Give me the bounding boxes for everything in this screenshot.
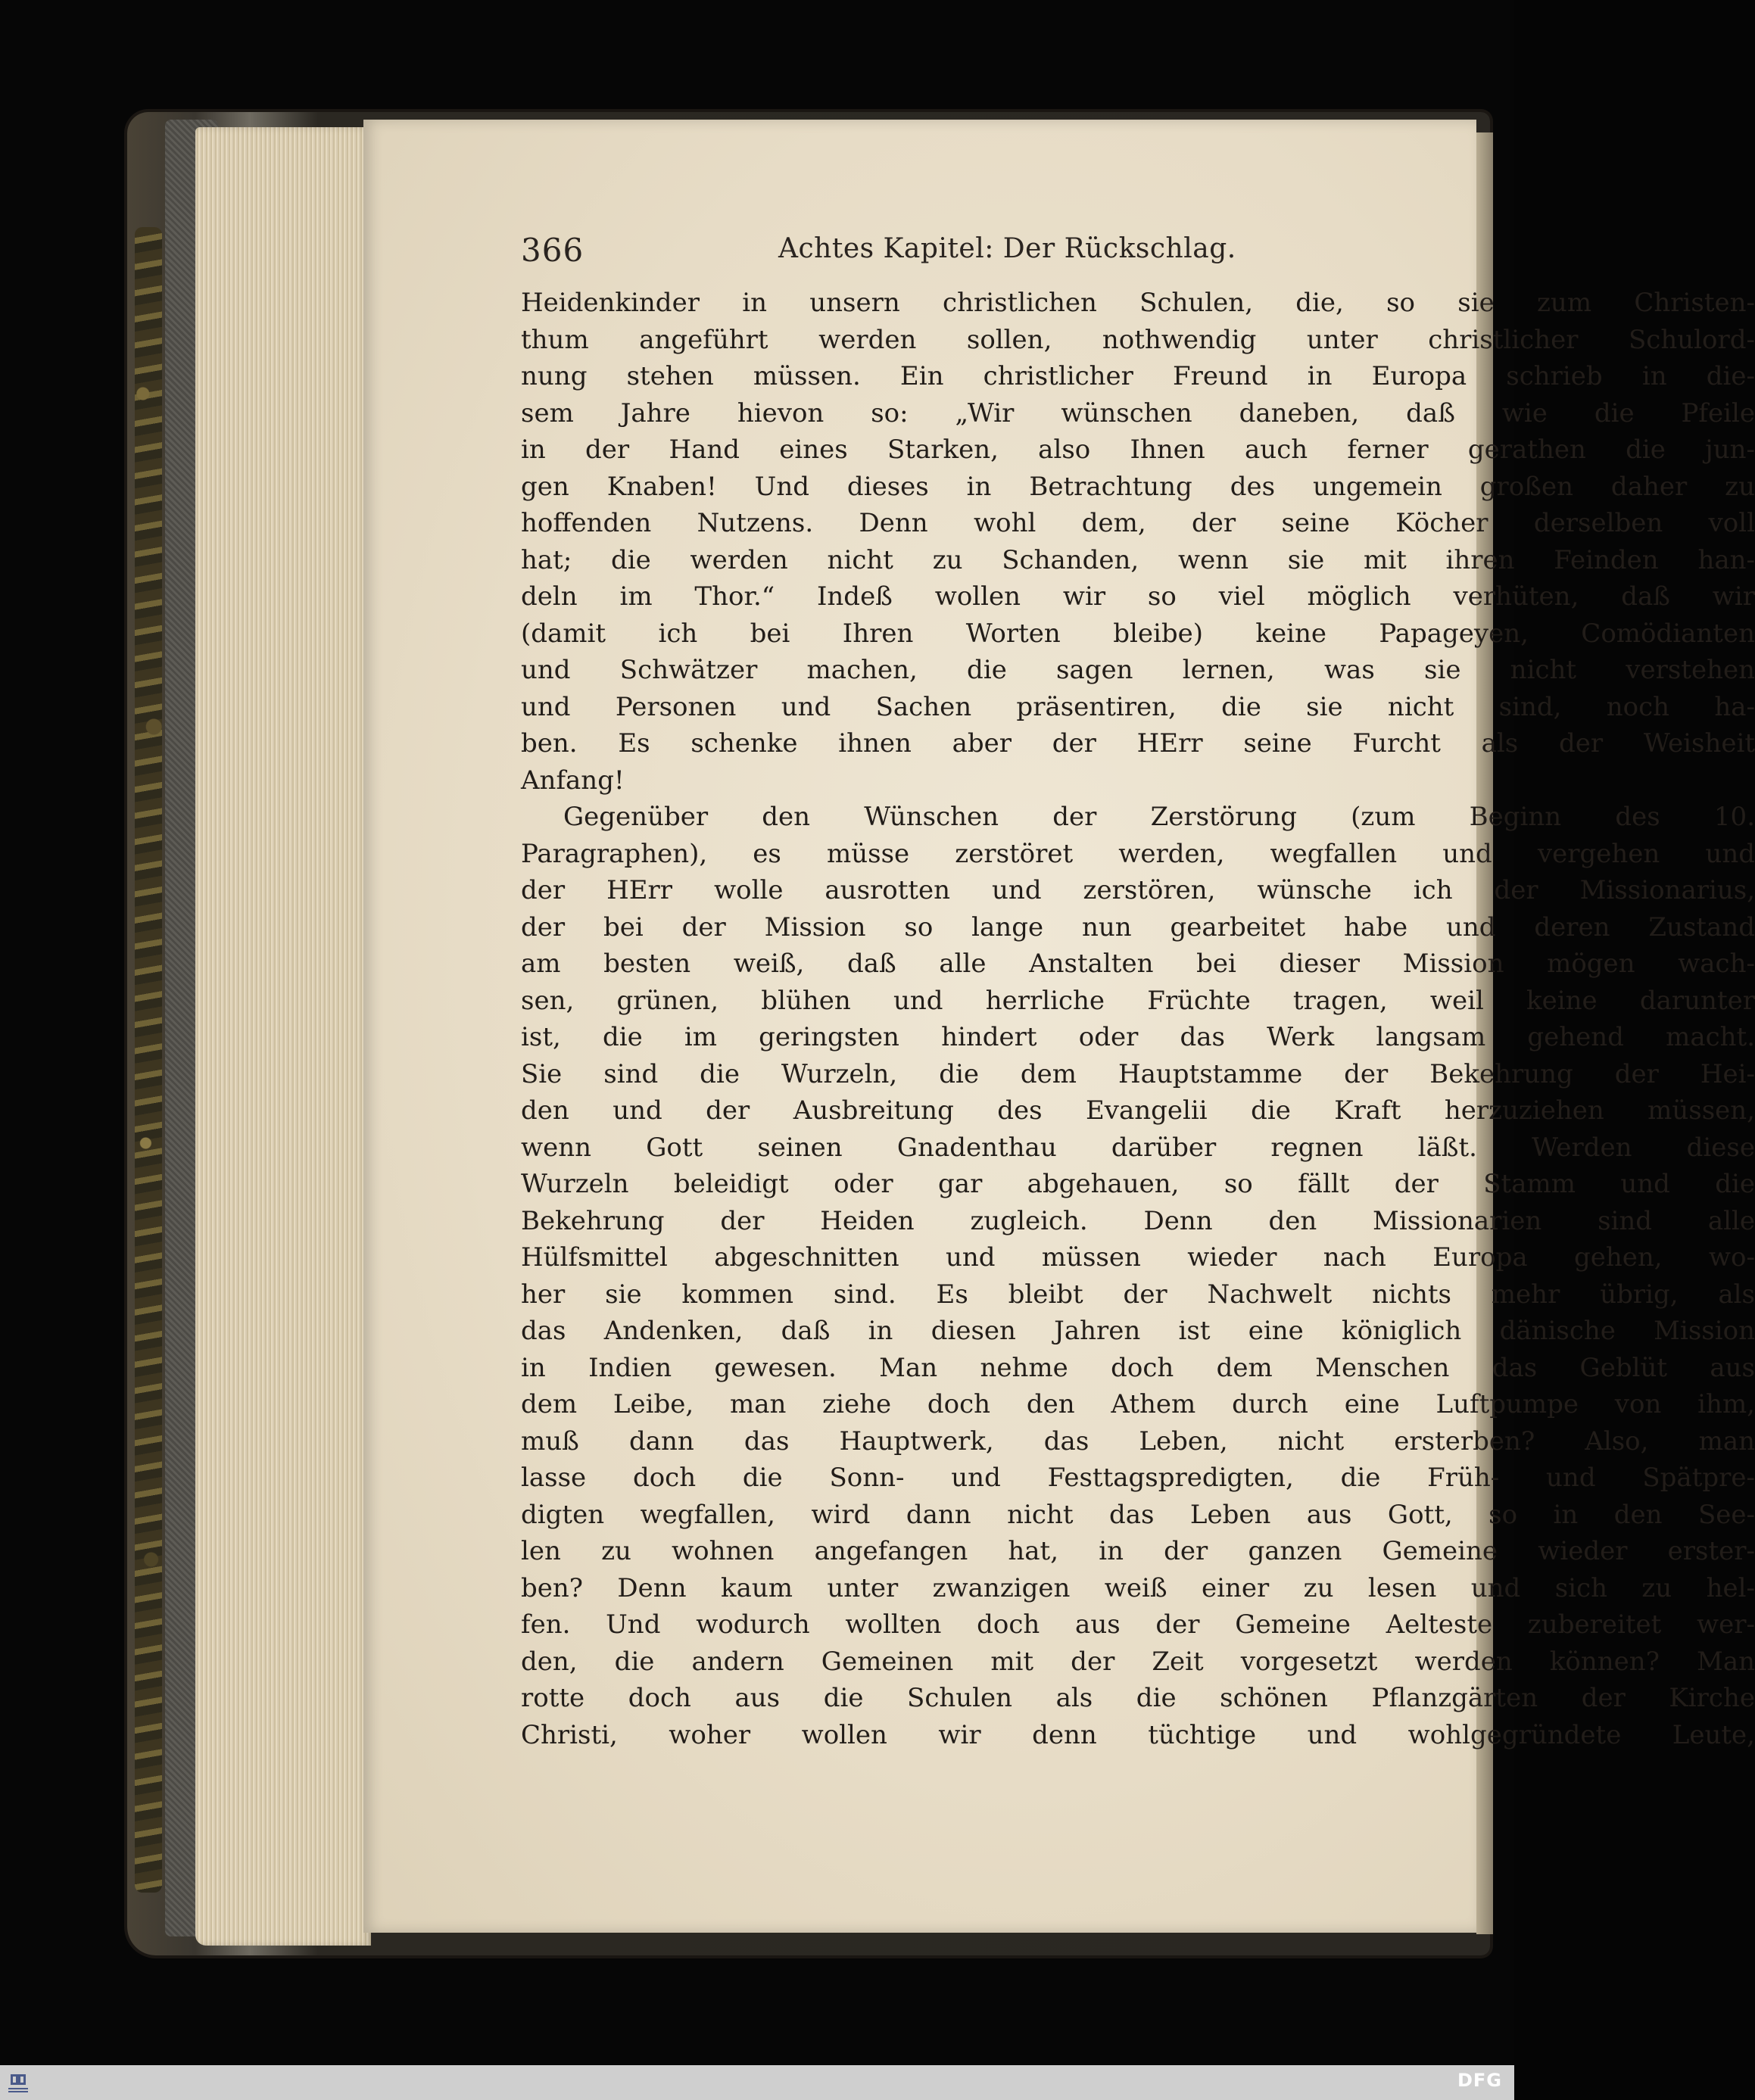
text-line: lasse doch die Sonn- und Festtagspredigten, die Früh- und Spätpre-	[521, 1463, 1755, 1493]
text-line: in der Hand eines Starken, also Ihnen auch ferner gerathen die jun-	[521, 435, 1755, 465]
library-logo-icon	[5, 2070, 32, 2097]
text-line: muß dann das Hauptwerk, das Leben, nicht ersterben? Also, man	[521, 1425, 1755, 1457]
text-line: wenn Gott seinen Gnadenthau darüber regnen läßt. Werden diese	[521, 1132, 1755, 1163]
viewer-footer-bar	[0, 2065, 1514, 2100]
text-line-paragraph-start: Gegenüber den Wünschen der Zerstörung (zum Beginn des 10.	[563, 802, 1755, 832]
text-line: (damit ich bei Ihren Worten bleibe) keine Papageyen, Comödianten	[521, 618, 1755, 649]
running-head	[521, 232, 1490, 277]
text-line: Paragraphen), es müsse zerstöret werden, wegfallen und vergehen und	[521, 838, 1755, 869]
page-block-edges	[195, 127, 371, 1946]
text-line: fen. Und wodurch wollten doch aus der Gemeine Aelteste zubereitet wer-	[521, 1609, 1755, 1640]
text-line: ist, die im geringsten hindert oder das Werk langsam gehend macht.	[521, 1022, 1755, 1052]
text-line: Heidenkinder in unsern christlichen Schulen, die, so sie zum Christen-	[521, 288, 1755, 318]
body-text	[521, 285, 1755, 1753]
text-line: gen Knaben! Und dieses in Betrachtung des ungemein großen daher zu	[521, 471, 1755, 502]
dfg-logo: DFG	[1457, 2070, 1502, 2091]
text-line: Christi, woher wollen wir denn tüchtige und wohlgegründete Leute,	[521, 1719, 1755, 1750]
text-line: len zu wohnen angefangen hat, in der ganzen Gemeine wieder erster-	[521, 1536, 1755, 1566]
text-line: hat; die werden nicht zu Schanden, wenn sie mit ihren Feinden han-	[521, 544, 1755, 575]
text-line: Sie sind die Wurzeln, die dem Hauptstamme der Bekehrung der Hei-	[521, 1058, 1755, 1089]
text-line: nung stehen müssen. Ein christlicher Freund in Europa schrieb in die-	[521, 361, 1755, 391]
text-line: rotte doch aus die Schulen als die schönen Pflanzgärten der Kirche	[521, 1683, 1755, 1713]
text-line: sen, grünen, blühen und herrliche Früchte tragen, weil keine darunter	[521, 985, 1755, 1016]
text-line: Bekehrung der Heiden zugleich. Denn den Missionarien sind alle	[521, 1205, 1755, 1236]
text-line: in Indien gewesen. Man nehme doch dem Menschen das Geblüt aus	[521, 1352, 1755, 1383]
text-line: sem Jahre hievon so: „Wir wünschen daneben, daß wie die Pfeile	[521, 397, 1755, 428]
chapter-title: Achtes Kapitel: Der Rückschlag.	[778, 233, 1236, 264]
text-line: Wurzeln beleidigt oder gar abgehauen, so fällt der Stamm und die	[521, 1169, 1755, 1199]
text-line: Hülfsmittel abgeschnitten und müssen wieder nach Europa gehen, wo-	[521, 1242, 1755, 1273]
text-line: ben? Denn kaum unter zwanzigen weiß einer zu lesen und sich zu hel-	[521, 1572, 1755, 1603]
text-line: der HErr wolle ausrotten und zerstören, wünsche ich der Missionarius,	[521, 875, 1755, 905]
text-line: und Schwätzer machen, die sagen lernen, was sie nicht verstehen	[521, 655, 1755, 685]
text-line: hoffenden Nutzens. Denn wohl dem, der seine Köcher derselben voll	[521, 508, 1755, 538]
text-line: dem Leibe, man ziehe doch den Athem durch eine Luftpumpe von ihm,	[521, 1389, 1755, 1419]
text-line: der bei der Mission so lange nun gearbeitet habe und deren Zustand	[521, 911, 1755, 943]
text-line: ben. Es schenke ihnen aber der HErr seine Furcht als der Weisheit	[521, 728, 1755, 759]
text-line: deln im Thor.“ Indeß wollen wir so viel möglich verhüten, daß wir	[521, 581, 1755, 612]
page-number: 366	[521, 232, 584, 269]
text-line: thum angeführt werden sollen, nothwendig unter christlicher Schulord-	[521, 324, 1755, 355]
text-line: Anfang!	[521, 765, 625, 796]
book-page	[363, 120, 1755, 1933]
text-line: digten wegfallen, wird dann nicht das Leben aus Gott, so in den See-	[521, 1499, 1755, 1530]
text-line: das Andenken, daß in diesen Jahren ist eine königlich dänische Mission	[521, 1316, 1755, 1346]
text-line: her sie kommen sind. Es bleibt der Nachwelt nichts mehr übrig, als	[521, 1279, 1755, 1310]
text-line: den und der Ausbreitung des Evangelii die Kraft herzuziehen müssen,	[521, 1095, 1755, 1126]
marbled-cover-edge	[135, 227, 162, 1893]
text-line: am besten weiß, daß alle Anstalten bei dieser Mission mögen wach-	[521, 949, 1755, 979]
text-line: den, die andern Gemeinen mit der Zeit vorgesetzt werden können? Man	[521, 1646, 1755, 1677]
text-line: und Personen und Sachen präsentiren, die sie nicht sind, noch ha-	[521, 691, 1755, 722]
